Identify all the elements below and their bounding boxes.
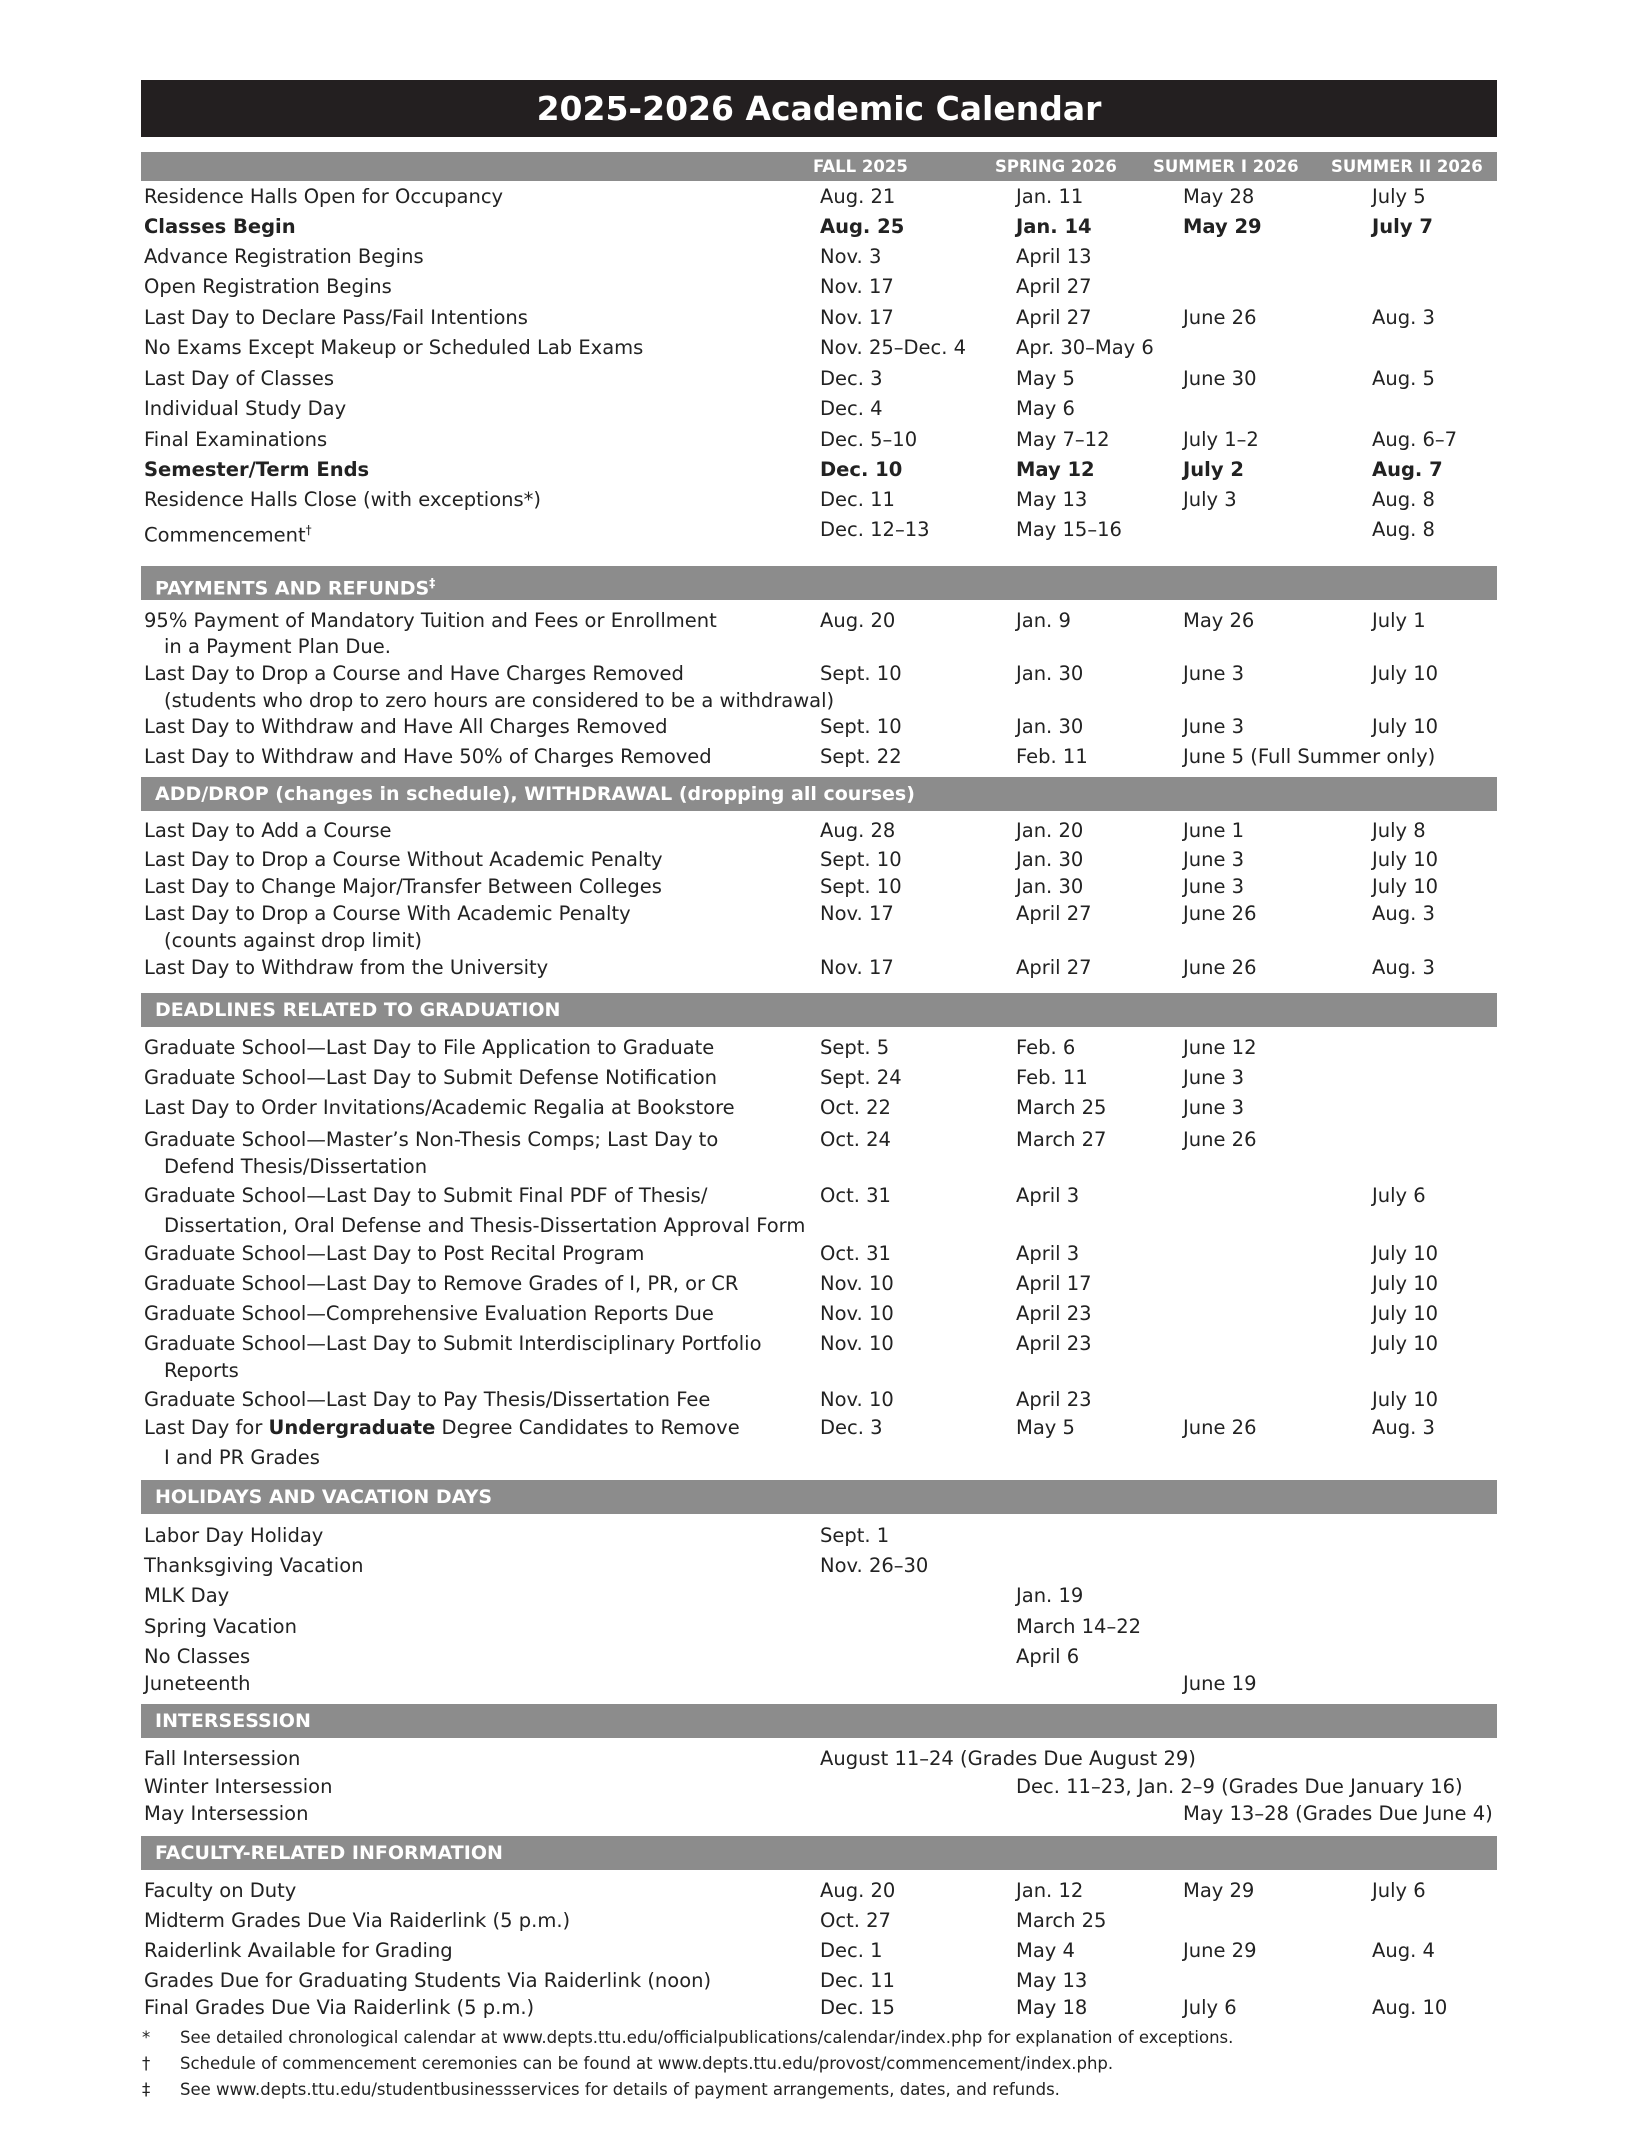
section-title: ADD/DROP (changes in schedule), WITHDRAWAL (dropping all courses)	[155, 783, 915, 805]
row-label-text: Open Registration Begins	[144, 275, 392, 298]
row-label	[144, 1387, 710, 1413]
date-summer-1: June 12	[1183, 1036, 1257, 1059]
row-label	[144, 714, 668, 740]
row-label-text: No Exams Except Makeup or Scheduled Lab Exams	[144, 336, 644, 359]
row-label-continuation: Reports	[164, 1359, 239, 1382]
date-summer-2: Aug. 4	[1372, 1939, 1435, 1962]
date-spring: Jan. 30	[1016, 715, 1084, 738]
row-label	[144, 1968, 711, 1994]
footnote-symbol: ‡	[142, 2080, 151, 2099]
date-spring: May 7–12	[1016, 428, 1110, 451]
row-label-text: Graduate School—Last Day to Submit Defense Notification	[144, 1066, 717, 1089]
date-fall: Oct. 27	[820, 1909, 891, 1932]
date-fall: Sept. 24	[820, 1066, 902, 1089]
date-summer-1: June 26	[1183, 1128, 1257, 1151]
row-label-text: Last Day to Order Invitations/Academic Regalia at Bookstore	[144, 1096, 735, 1119]
date-summer-2: July 10	[1372, 662, 1439, 685]
date-spring: Apr. 30–May 6	[1016, 336, 1154, 359]
date-spring: May 5	[1016, 367, 1075, 390]
row-label-continuation: Dissertation, Oral Defense and Thesis-Dissertation Approval Form	[164, 1214, 806, 1237]
date-fall: Nov. 10	[820, 1332, 894, 1355]
date-summer-2: July 1	[1372, 609, 1426, 632]
row-label-text: Individual Study Day	[144, 397, 347, 420]
section-header-intersession	[141, 1704, 1497, 1738]
date-fall: Nov. 26–30	[820, 1554, 929, 1577]
date-spring: Jan. 14	[1016, 215, 1092, 238]
row-label-text: Classes Begin	[144, 215, 296, 238]
row-label	[144, 1644, 250, 1670]
date-summer-1: June 26	[1183, 956, 1257, 979]
row-label-text: Last Day to Withdraw and Have 50% of Charges Removed	[144, 745, 712, 768]
date-spring: Feb. 11	[1016, 745, 1088, 768]
date-summer-2: July 10	[1372, 1302, 1439, 1325]
date-spring: Jan. 30	[1016, 848, 1084, 871]
row-label-continuation: I and PR Grades	[164, 1446, 320, 1469]
row-label-text: Graduate School—Master’s Non-Thesis Comps; Last Day to	[144, 1128, 719, 1151]
date-spring: May 13	[1016, 488, 1088, 511]
row-label-bold-part: Undergraduate	[268, 1416, 436, 1439]
section-title: FACULTY-RELATED INFORMATION	[155, 1842, 503, 1864]
section-title: PAYMENTS AND REFUNDS‡	[155, 576, 436, 600]
date-summer-1: June 5 (Full Summer only)	[1183, 745, 1436, 768]
date-spring: April 27	[1016, 275, 1092, 298]
row-label	[144, 1241, 644, 1267]
footnote-symbol: *	[142, 2028, 151, 2047]
footnote-mark: †	[305, 523, 312, 537]
row-label-text: Advance Registration Begins	[144, 245, 424, 268]
date-fall: Nov. 17	[820, 275, 894, 298]
date-fall: Oct. 31	[820, 1184, 891, 1207]
date-spring: April 27	[1016, 902, 1092, 925]
column-header-spring: SPRING 2026	[995, 157, 1117, 176]
row-label-text: Last Day to Declare Pass/Fail Intentions	[144, 306, 528, 329]
row-label-text: Residence Halls Open for Occupancy	[144, 185, 504, 208]
date-spring: Jan. 12	[1016, 1879, 1084, 1902]
date-summer-1: July 3	[1183, 488, 1237, 511]
section-title: DEADLINES RELATED TO GRADUATION	[155, 999, 561, 1021]
row-label-text: No Classes	[144, 1645, 251, 1668]
row-label	[144, 608, 717, 634]
row-label-text: Graduate School—Last Day to Submit Final PDF of Thesis/	[144, 1184, 708, 1207]
date-spring: Jan. 30	[1016, 875, 1084, 898]
date-fall: Dec. 10	[820, 458, 903, 481]
date-spring: March 27	[1016, 1128, 1107, 1151]
date-summer-1: June 26	[1183, 306, 1257, 329]
date-spring: April 13	[1016, 245, 1092, 268]
date-spring: May 4	[1016, 1939, 1075, 1962]
date-fall: Dec. 11	[820, 488, 895, 511]
date-summer-2: Aug. 8	[1372, 518, 1435, 541]
date-summer-1: June 19	[1183, 1672, 1257, 1695]
row-label-text: Grades Due for Graduating Students Via Raiderlink (noon)	[144, 1969, 712, 1992]
row-label	[144, 487, 541, 513]
row-label	[144, 1553, 364, 1579]
date-spring: April 23	[1016, 1332, 1092, 1355]
column-header-bar	[141, 152, 1497, 181]
date-summer-2: July 10	[1372, 848, 1439, 871]
row-label	[144, 457, 369, 483]
row-label-text: May Intersession	[144, 1802, 309, 1825]
date-fall: Dec. 3	[820, 1416, 883, 1439]
row-label	[144, 1801, 308, 1827]
row-label-text: Graduate School—Last Day to File Application to Graduate	[144, 1036, 715, 1059]
row-label	[144, 744, 712, 770]
date-spring: April 23	[1016, 1302, 1092, 1325]
date-summer-1: June 3	[1183, 875, 1245, 898]
row-label-text: Last Day to Drop a Course With Academic Penalty	[144, 902, 631, 925]
row-label	[144, 1095, 735, 1121]
row-label	[144, 214, 296, 240]
date-summer-2: July 6	[1372, 1184, 1426, 1207]
date-fall: Nov. 25–Dec. 4	[820, 336, 967, 359]
column-header-summer-2: SUMMER II 2026	[1331, 157, 1483, 176]
date-fall: Aug. 25	[820, 215, 905, 238]
date-fall: Sept. 10	[820, 875, 902, 898]
row-label	[144, 1523, 323, 1549]
column-header-fall: FALL 2025	[813, 157, 908, 176]
date-fall: Dec. 5–10	[820, 428, 918, 451]
row-label-part: Last Day for	[144, 1416, 269, 1439]
date-fall: Aug. 20	[820, 1879, 896, 1902]
row-label-text: Graduate School—Last Day to Submit Interdisciplinary Portfolio	[144, 1332, 762, 1355]
date-fall: Dec. 3	[820, 367, 883, 390]
date-fall: Sept. 1	[820, 1524, 890, 1547]
date-summer-1: July 6	[1183, 1996, 1237, 2019]
date-summer-2: Aug. 3	[1372, 956, 1435, 979]
row-label	[144, 274, 392, 300]
date-fall: Aug. 20	[820, 609, 896, 632]
date-fall: Oct. 24	[820, 1128, 891, 1151]
row-label	[144, 184, 503, 210]
row-label	[144, 818, 391, 844]
row-label-text: 95% Payment of Mandatory Tuition and Fees or Enrollment	[144, 609, 717, 632]
row-label	[144, 1583, 229, 1609]
date-spring: May 6	[1016, 397, 1075, 420]
date-summer-2: July 6	[1372, 1879, 1426, 1902]
row-label-text: Graduate School—Last Day to Pay Thesis/Dissertation Fee	[144, 1388, 711, 1411]
date-fall: Nov. 10	[820, 1388, 894, 1411]
date-summer-1: May 29	[1183, 215, 1262, 238]
date-summer-1: June 3	[1183, 662, 1245, 685]
date-fall: Dec. 11	[820, 1969, 895, 1992]
row-label	[144, 1183, 707, 1209]
date-summer-1: May 29	[1183, 1879, 1255, 1902]
date-spring: March 25	[1016, 1909, 1107, 1932]
row-label-text: Final Examinations	[144, 428, 328, 451]
date-summer-2: July 10	[1372, 1332, 1439, 1355]
section-title: INTERSESSION	[155, 1710, 311, 1732]
date-fall: Aug. 21	[820, 185, 896, 208]
footnote-text: See detailed chronological calendar at www.depts.ttu.edu/officialpublications/calendar/index.php for explanation of exceptions.	[180, 2028, 1234, 2047]
date-fall: Oct. 22	[820, 1096, 891, 1119]
date-spring: Feb. 6	[1016, 1036, 1076, 1059]
row-label-text: Last Day to Drop a Course Without Academic Penalty	[144, 848, 663, 871]
row-label	[144, 396, 346, 422]
row-label-text: Residence Halls Close (with exceptions*)	[144, 488, 542, 511]
row-label	[144, 1938, 453, 1964]
row-label	[144, 1746, 300, 1772]
date-spring: Jan. 11	[1016, 185, 1084, 208]
date-fall: Nov. 17	[820, 956, 894, 979]
row-label-text: Graduate School—Last Day to Post Recital Program	[144, 1242, 645, 1265]
row-label	[144, 874, 662, 900]
date-summer-2: July 5	[1372, 185, 1426, 208]
footnote-text: See www.depts.ttu.edu/studentbusinessservices for details of payment arrangements, dates, and refunds.	[180, 2080, 1060, 2099]
row-label	[144, 1035, 714, 1061]
date-fall: Nov. 3	[820, 245, 882, 268]
row-label-continuation: Defend Thesis/Dissertation	[164, 1155, 428, 1178]
date-summer-2: Aug. 3	[1372, 902, 1435, 925]
row-label-continuation: (students who drop to zero hours are considered to be a withdrawal)	[164, 689, 835, 712]
date-summer-1: June 30	[1183, 367, 1257, 390]
footnote-text: Schedule of commencement ceremonies can be found at www.depts.ttu.edu/provost/commencement/index.php.	[180, 2054, 1114, 2073]
date-spring: Dec. 11–23, Jan. 2–9 (Grades Due January 16)	[1016, 1775, 1463, 1798]
row-label	[144, 1995, 534, 2021]
row-label	[144, 517, 312, 549]
row-label-text: Commencement	[144, 523, 306, 547]
date-fall: Dec. 1	[820, 1939, 883, 1962]
row-label	[144, 1908, 570, 1934]
row-label	[144, 847, 663, 873]
date-summer-1: June 26	[1183, 902, 1257, 925]
row-label	[144, 366, 334, 392]
date-spring: April 6	[1016, 1645, 1080, 1668]
row-label	[144, 1127, 718, 1153]
date-spring: March 25	[1016, 1096, 1107, 1119]
row-label	[144, 244, 424, 270]
row-label-text: Labor Day Holiday	[144, 1524, 324, 1547]
row-label	[144, 1415, 740, 1441]
date-spring: April 27	[1016, 306, 1092, 329]
row-label-text: MLK Day	[144, 1584, 230, 1607]
section-header-graduation	[141, 993, 1497, 1027]
date-spring: May 13	[1016, 1969, 1088, 1992]
row-label-text: Juneteenth	[144, 1672, 251, 1695]
date-summer-1: May 13–28 (Grades Due June 4)	[1183, 1802, 1493, 1825]
page-title: 2025-2026 Academic Calendar	[141, 80, 1497, 137]
date-fall: Oct. 31	[820, 1242, 891, 1265]
date-spring: Jan. 9	[1016, 609, 1071, 632]
date-summer-2: Aug. 6–7	[1372, 428, 1458, 451]
date-spring: May 15–16	[1016, 518, 1122, 541]
date-spring: April 17	[1016, 1272, 1092, 1295]
date-spring: May 12	[1016, 458, 1095, 481]
date-spring: May 5	[1016, 1416, 1075, 1439]
row-label-text: Last Day to Withdraw from the University	[144, 956, 549, 979]
date-summer-1: May 28	[1183, 185, 1255, 208]
date-spring: April 23	[1016, 1388, 1092, 1411]
row-label-continuation: in a Payment Plan Due.	[164, 635, 391, 658]
date-summer-2: July 7	[1372, 215, 1433, 238]
date-spring: Jan. 20	[1016, 819, 1084, 842]
date-fall: Sept. 10	[820, 715, 902, 738]
row-label	[144, 901, 631, 927]
date-summer-1: June 3	[1183, 848, 1245, 871]
row-label-part: Degree Candidates to Remove	[435, 1416, 740, 1439]
date-fall: Nov. 17	[820, 306, 894, 329]
date-spring: March 14–22	[1016, 1615, 1142, 1638]
date-summer-2: July 10	[1372, 1242, 1439, 1265]
date-spring: April 3	[1016, 1184, 1080, 1207]
date-summer-2: Aug. 8	[1372, 488, 1435, 511]
row-label	[144, 1301, 714, 1327]
date-fall: Sept. 22	[820, 745, 902, 768]
date-spring: April 27	[1016, 956, 1092, 979]
section-header-adddrop	[141, 777, 1497, 811]
row-label-text: Last Day to Change Major/Transfer Between Colleges	[144, 875, 662, 898]
date-fall: Nov. 10	[820, 1302, 894, 1325]
row-label-text: Graduate School—Comprehensive Evaluation Reports Due	[144, 1302, 714, 1325]
date-summer-1: May 26	[1183, 609, 1255, 632]
section-title: HOLIDAYS AND VACATION DAYS	[155, 1486, 493, 1508]
date-summer-2: July 10	[1372, 875, 1439, 898]
row-label-text: Fall Intersession	[144, 1747, 301, 1770]
date-summer-2: Aug. 7	[1372, 458, 1443, 481]
row-label	[144, 427, 327, 453]
row-label	[144, 1271, 738, 1297]
date-fall: Aug. 28	[820, 819, 896, 842]
row-label	[144, 335, 643, 361]
row-label-text: Last Day to Drop a Course and Have Charges Removed	[144, 662, 684, 685]
row-label-continuation: (counts against drop limit)	[164, 929, 423, 952]
date-spring: Jan. 30	[1016, 662, 1084, 685]
date-summer-2: July 8	[1372, 819, 1426, 842]
date-summer-2: Aug. 10	[1372, 1996, 1448, 2019]
date-summer-1: June 29	[1183, 1939, 1257, 1962]
row-label	[144, 955, 548, 981]
row-label-text: Faculty on Duty	[144, 1879, 297, 1902]
date-fall: Nov. 17	[820, 902, 894, 925]
row-label-text: Final Grades Due Via Raiderlink (5 p.m.)	[144, 1996, 535, 2019]
row-label-text: Winter Intersession	[144, 1775, 333, 1798]
section-header-payments	[141, 566, 1497, 600]
row-label-text: Last Day to Withdraw and Have All Charges Removed	[144, 715, 668, 738]
row-label-text: Last Day of Classes	[144, 367, 334, 390]
row-label	[144, 661, 684, 687]
date-fall: Dec. 12–13	[820, 518, 930, 541]
column-header-summer-1: SUMMER I 2026	[1153, 157, 1299, 176]
date-summer-1: July 1–2	[1183, 428, 1259, 451]
date-fall: Sept. 10	[820, 662, 902, 685]
row-label	[144, 1331, 762, 1357]
date-summer-1: June 3	[1183, 715, 1245, 738]
date-summer-1: July 2	[1183, 458, 1244, 481]
date-fall: August 11–24 (Grades Due August 29)	[820, 1747, 1196, 1770]
row-label	[144, 1774, 332, 1800]
date-spring: Jan. 19	[1016, 1584, 1084, 1607]
date-summer-2: July 10	[1372, 715, 1439, 738]
date-summer-2: Aug. 3	[1372, 306, 1435, 329]
row-label-text: Raiderlink Available for Grading	[144, 1939, 453, 1962]
date-summer-1: June 1	[1183, 819, 1245, 842]
date-summer-2: Aug. 3	[1372, 1416, 1435, 1439]
date-spring: May 18	[1016, 1996, 1088, 2019]
date-summer-1: June 3	[1183, 1066, 1245, 1089]
row-label	[144, 1878, 296, 1904]
section-header-faculty	[141, 1836, 1497, 1870]
row-label	[144, 1614, 297, 1640]
date-fall: Sept. 5	[820, 1036, 890, 1059]
date-spring: April 3	[1016, 1242, 1080, 1265]
row-label-text: Semester/Term Ends	[144, 458, 370, 481]
row-label-text: Thanksgiving Vacation	[144, 1554, 364, 1577]
date-summer-2: July 10	[1372, 1272, 1439, 1295]
row-label	[144, 305, 528, 331]
date-fall: Dec. 4	[820, 397, 883, 420]
date-summer-2: July 10	[1372, 1388, 1439, 1411]
date-spring: Feb. 11	[1016, 1066, 1088, 1089]
row-label	[144, 1671, 250, 1697]
footnote-symbol: †	[142, 2054, 151, 2073]
row-label-text: Last Day to Add a Course	[144, 819, 392, 842]
date-summer-1: June 3	[1183, 1096, 1245, 1119]
date-summer-2: Aug. 5	[1372, 367, 1435, 390]
date-fall: Nov. 10	[820, 1272, 894, 1295]
row-label-text: Graduate School—Last Day to Remove Grades of I, PR, or CR	[144, 1272, 739, 1295]
date-fall: Dec. 15	[820, 1996, 895, 2019]
row-label	[144, 1065, 717, 1091]
date-fall: Sept. 10	[820, 848, 902, 871]
row-label-text: Spring Vacation	[144, 1615, 297, 1638]
row-label-text: Midterm Grades Due Via Raiderlink (5 p.m.)	[144, 1909, 571, 1932]
section-header-holidays	[141, 1480, 1497, 1514]
footnote-mark: ‡	[429, 576, 436, 590]
date-summer-1: June 26	[1183, 1416, 1257, 1439]
